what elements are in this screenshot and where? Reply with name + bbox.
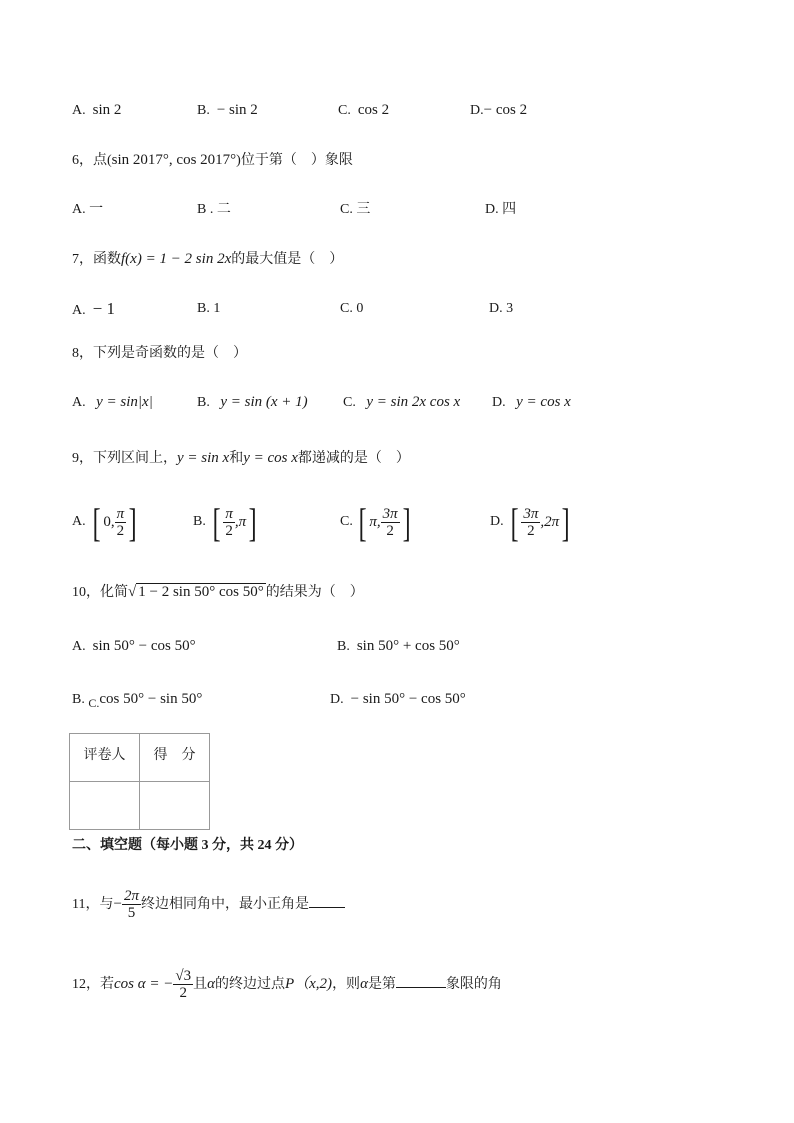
q8-option-a[interactable]: A. y = sin|x| [72,394,153,410]
q5-option-b[interactable]: B. − sin 2 [197,102,258,118]
q6-option-a[interactable]: A. 一 [72,202,104,217]
section-2-title: 二、填空题（每小题 3 分，共 24 分） [72,838,303,853]
q9-option-d-label: D. [490,514,504,529]
q7-options [0,299,794,339]
q10-options-row2 [0,689,794,729]
q9-options [0,500,794,548]
q7-option-b[interactable]: B. 1 [197,301,221,316]
q9-option-c-label: C. [340,514,353,529]
q10-stem: 10，化简√ 1 − 2 sin 50° cos 50° 的结果为（ ） [72,584,364,600]
q10-option-a[interactable]: A. sin 50° − cos 50° [72,638,196,654]
q8-option-c[interactable]: C. y = sin 2x cos x [343,394,461,410]
sqrt-icon: √ [128,584,137,600]
q9-option-d[interactable]: [ $\frac{3\pi}{2}$ ,2π] [510,499,570,545]
q9-option-b[interactable]: [ $\frac{\pi}{2}$ ,π] [212,499,257,545]
q7-option-c[interactable]: C. 0 [340,301,364,316]
q5-options [0,100,794,140]
q10-option-b[interactable]: B. sin 50° + cos 50° [337,638,460,654]
score-table-cell-score[interactable] [140,782,210,830]
q9-option-b-label: B. [193,514,206,529]
q10-option-c[interactable]: B. C.cos 50° − sin 50° [72,691,203,710]
q9-stem: 9，下列区间上，y = sin x和y = cos x都递减的是（ ） [72,450,410,466]
q6-option-d[interactable]: D. 四 [485,202,517,217]
q9-option-c[interactable]: [ π, $\frac{3\pi}{2}$ ] [358,499,411,545]
q11-answer-blank[interactable] [309,893,345,908]
q9-option-a[interactable]: [ 0, $\frac{\pi}{2}$ ] [92,499,137,545]
q7-option-a[interactable]: A. − 1 [72,299,115,318]
q12-answer-blank[interactable] [396,973,446,988]
q8-option-b[interactable]: B. y = sin (x + 1) [197,394,308,410]
q6-options [0,200,794,240]
q8-stem: 8，下列是奇函数的是（ ） [72,346,247,361]
q5-option-c[interactable]: C. cos 2 [338,102,390,118]
score-table-header-grader: 评卷人 [70,734,140,782]
q6-option-c[interactable]: C. 三 [340,202,371,217]
q5-option-a[interactable]: A. sin 2 [72,102,122,118]
score-table-cell-grader[interactable] [70,782,140,830]
q6-stem: 6，点(sin 2017°, cos 2017°)位于第（ ）象限 [72,152,353,168]
score-table-header-score: 得 分 [140,734,210,782]
score-table [69,733,210,830]
q7-stem: 7，函数f(x) = 1 − 2 sin 2x的最大值是（ ） [72,251,344,267]
q8-options [0,392,794,432]
q12-stem: 12，若cos α = − $\frac{√3}{2}$ 且α的终边过点P（x,2)，则α是第 象限的角 [72,968,502,1002]
q9-option-a-label: A. [72,514,86,529]
q11-stem: 11，与− $\frac{2\pi}{5}$ 终边相同角中，最小正角是 [72,884,345,925]
q10-options-row1 [0,636,794,676]
q8-option-d[interactable]: D. y = cos x [492,394,571,410]
q6-option-b[interactable]: B . 二 [197,202,231,217]
q10-option-d[interactable]: D. − sin 50° − cos 50° [330,691,466,707]
q5-option-d[interactable]: D.− cos 2 [470,102,528,118]
q7-option-d[interactable]: D. 3 [489,301,514,316]
